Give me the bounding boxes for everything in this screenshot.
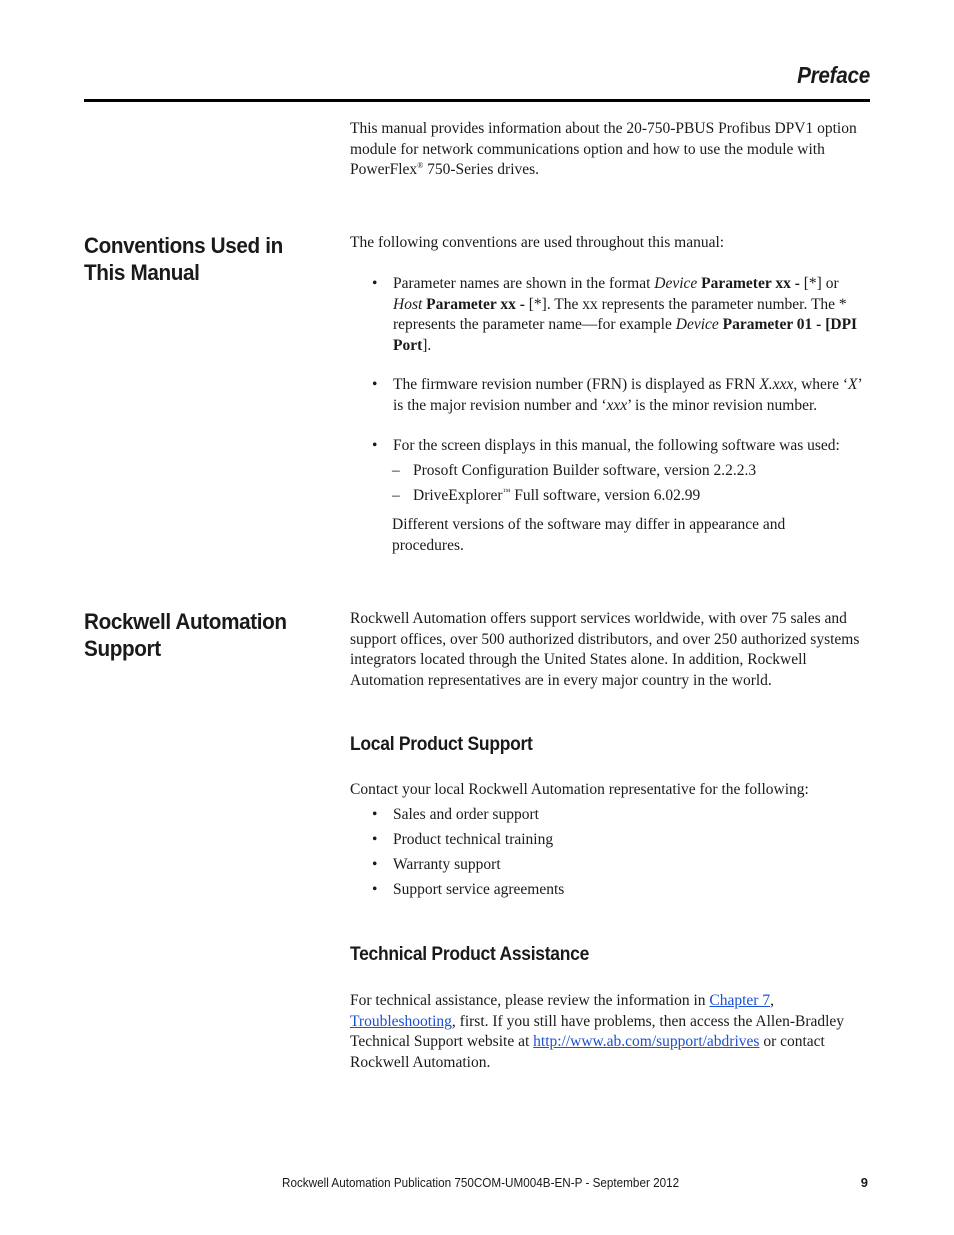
list-item — [372, 880, 870, 901]
list-item-text: Sales and order support — [393, 806, 539, 823]
footer-publication: Rockwell Automation Publication 750COM-UM004B-EN-P - September 2012 — [282, 1175, 680, 1190]
list-item — [372, 855, 870, 876]
troubleshooting-link[interactable]: Troubleshooting — [350, 1012, 452, 1030]
technical-assistance-heading: Technical Product Assistance — [350, 944, 590, 965]
list-item — [372, 436, 870, 457]
bullet: • — [372, 831, 378, 848]
list-item-text: For the screen displays in this manual, the following software was used: — [393, 437, 840, 454]
support-heading: Rockwell Automation Support — [84, 609, 287, 661]
bullet: • — [372, 881, 378, 898]
sub-list-item — [392, 461, 870, 482]
intro-text-end: 750-Series drives. — [423, 161, 540, 178]
abdrives-support-link[interactable]: http://www.ab.com/support/abdrives — [533, 1033, 760, 1050]
list-item-text: Product technical training — [393, 831, 554, 848]
list-item — [372, 805, 870, 826]
bullet: • — [372, 806, 378, 823]
bullet: • — [372, 376, 378, 393]
conventions-heading: Conventions Used in This Manual — [84, 233, 283, 285]
conventions-lead: The following conventions are used throughout this manual: — [350, 234, 725, 251]
list-item — [372, 375, 870, 416]
list-item-text: The firmware revision number (FRN) is displayed as FRN X.xxx, where ‘X’ is the major revision number and ‘xxx’ is the minor revision number. — [393, 376, 862, 414]
sub-list-item-text: Prosoft Configuration Builder software, version 2.2.2.3 — [413, 462, 757, 479]
intro-text: This manual provides information about the 20-750-PBUS Profibus DPV1 option module for network communications option and how to use the module with PowerFlex — [350, 120, 857, 178]
software-note: Different versions of the software may differ in appearance and procedures. — [392, 516, 786, 554]
dash: – — [392, 487, 400, 504]
header-rule — [84, 99, 870, 102]
list-item — [372, 274, 870, 356]
list-item-text: Parameter names are shown in the format Device Parameter xx - [*] or Host Parameter xx - [*]. The xx represents the parameter number. The * represents the parameter name—for example Device Parameter 01 - [DPI Port]. — [393, 275, 858, 354]
bullet: • — [372, 856, 378, 873]
local-support-lead: Contact your local Rockwell Automation representative for the following: — [350, 781, 809, 798]
list-item — [372, 830, 870, 851]
page-number: 9 — [860, 1175, 868, 1190]
trademark-mark: ™ — [502, 487, 511, 496]
technical-assistance-paragraph: For technical assistance, please review the information in Chapter 7, Troubleshooting, first. If you still have problems, then access the Allen-Bradley Technical Support website at http://www.ab.com/support/abdrives or contact Rockwell Automation. — [350, 992, 845, 1071]
intro-paragraph — [350, 119, 870, 181]
bullet: • — [372, 437, 378, 454]
page-title: Preface — [797, 62, 870, 88]
dash: – — [392, 462, 400, 479]
bullet: • — [372, 275, 378, 292]
support-paragraph: Rockwell Automation offers support services worldwide, with over 75 sales and support offices, over 500 authorized distributors, and over 250 authorized systems integrators located through the United States alone. In addition, Rockwell Automation representatives are in every major country in the world. — [350, 610, 860, 689]
sub-list-item-text: DriveExplorer™ Full software, version 6.02.99 — [413, 487, 701, 504]
list-item-text: Support service agreements — [393, 881, 565, 898]
chapter-7-link[interactable]: Chapter 7 — [709, 992, 771, 1009]
sub-list-item — [392, 486, 870, 507]
registered-mark: ® — [417, 161, 424, 170]
list-item-text: Warranty support — [393, 856, 501, 873]
local-support-heading: Local Product Support — [350, 734, 533, 755]
